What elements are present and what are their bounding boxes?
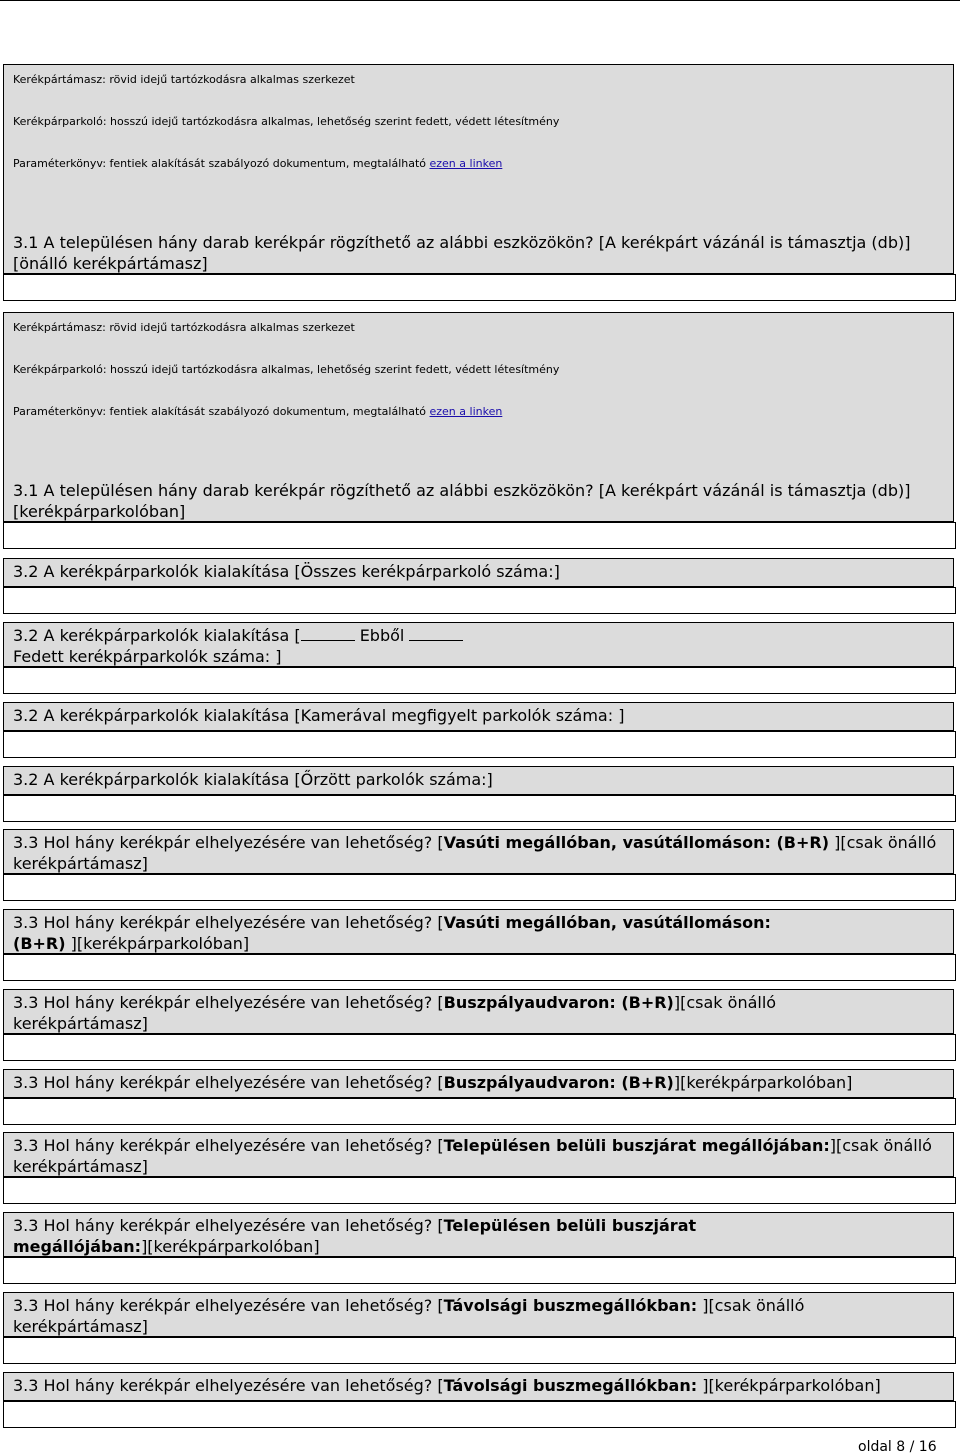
question-text: 3.2 A kerékpárparkolók kialakítása [Összes kerékpárparkoló száma:] [13,562,560,581]
question-text: 3.3 Hol hány kerékpár elhelyezésére van lehetőség? [Buszpályaudvaron: (B+R)][csak önálló kerékpártámasz] [13,993,777,1033]
question-block-3-1-tamasz [3,64,954,274]
answer-field-3-3-tavolsagi-tamasz[interactable] [3,1337,956,1364]
answer-field-3-3-vasut-tamasz[interactable] [3,874,956,901]
question-text: 3.3 Hol hány kerékpár elhelyezésére van lehetőség? [Vasúti megállóban, vasútállomáson: (B+R) ][kerékpárparkolóban] [13,913,771,953]
answer-field-3-1-tamasz[interactable] [3,274,956,301]
question-block-3-2-kamera [3,702,954,731]
question-block-3-2-orzott [3,766,954,795]
question-block-3-3-helyi-parkolo [3,1212,954,1257]
question-text: 3.1 A településen hány darab kerékpár rögzíthető az alábbi eszközökön? [A kerékpárt vázánál is támasztja (db)][kerékpárparkolóban] [13,481,911,521]
question-text: 3.2 A kerékpárparkolók kialakítása [Kamerával megfigyelt parkolók száma: ] [13,706,625,725]
question-block-3-2-fedett [3,622,954,667]
question-text: 3.3 Hol hány kerékpár elhelyezésére van lehetőség? [Távolsági buszmegállókban: ][kerékpárparkolóban] [13,1376,881,1395]
blank-line [301,626,355,641]
question-block-3-1-parkolo [3,312,954,522]
page-number: oldal 8 / 16 [858,1439,937,1455]
question-text: 3.3 Hol hány kerékpár elhelyezésére van lehetőség? [Buszpályaudvaron: (B+R)][kerékpárparkolóban] [13,1073,853,1092]
note-kerekpartamasz: Kerékpártámasz: rövid idejű tartózkodásra alkalmas szerkezet [13,321,355,334]
answer-field-3-3-vasut-parkolo[interactable] [3,954,956,981]
question-text: 3.3 Hol hány kerékpár elhelyezésére van lehetőség? [Távolsági buszmegállókban: ][csak önálló kerékpártámasz] [13,1296,805,1336]
answer-field-3-2-osszes[interactable] [3,587,956,614]
question-text: 3.2 A kerékpárparkolók kialakítása [Őrzött parkolók száma:] [13,770,493,789]
question-text: 3.3 Hol hány kerékpár elhelyezésére van lehetőség? [Vasúti megállóban, vasútállomáson: (B+R) ][csak önálló kerékpártámasz] [13,833,937,873]
note-kerekpartamasz: Kerékpártámasz: rövid idejű tartózkodásra alkalmas szerkezet [13,73,355,86]
note-parameterkonyv: Paraméterkönyv: fentiek alakítását szabályozó dokumentum, megtalálható ezen a linken [13,405,503,418]
answer-field-3-3-helyi-parkolo[interactable] [3,1257,956,1284]
question-block-3-3-busz-parkolo [3,1069,954,1098]
question-text: 3.3 Hol hány kerékpár elhelyezésére van lehetőség? [Településen belüli buszjárat megállójában:][csak önálló kerékpártámasz] [13,1136,932,1176]
question-block-3-3-busz-tamasz [3,989,954,1034]
answer-field-3-1-parkolo[interactable] [3,522,956,549]
blank-line [409,626,463,641]
note-kerekparparkolo: Kerékpárparkoló: hosszú idejű tartózkodásra alkalmas, lehetőség szerint fedett, védett létesítmény [13,115,560,128]
question-block-3-3-tavolsagi-parkolo [3,1372,954,1401]
question-block-3-3-vasut-parkolo [3,909,954,954]
answer-field-3-3-helyi-tamasz[interactable] [3,1177,956,1204]
page-top-rule [0,0,960,1]
question-text: 3.1 A településen hány darab kerékpár rögzíthető az alábbi eszközökön? [A kerékpárt vázánál is támasztja (db)][önálló kerékpártámasz] [13,233,911,273]
answer-field-3-3-busz-parkolo[interactable] [3,1098,956,1125]
note-kerekparparkolo: Kerékpárparkoló: hosszú idejű tartózkodásra alkalmas, lehetőség szerint fedett, védett létesítmény [13,363,560,376]
answer-field-3-2-orzott[interactable] [3,795,956,822]
answer-field-3-3-tavolsagi-parkolo[interactable] [3,1401,956,1428]
question-text: 3.3 Hol hány kerékpár elhelyezésére van lehetőség? [Településen belüli buszjárat megállójában:][kerékpárparkolóban] [13,1216,697,1256]
answer-field-3-2-fedett[interactable] [3,667,956,694]
question-block-3-3-helyi-tamasz [3,1132,954,1177]
question-block-3-3-tavolsagi-tamasz [3,1292,954,1337]
note-parameterkonyv: Paraméterkönyv: fentiek alakítását szabályozó dokumentum, megtalálható ezen a linken [13,157,503,170]
question-block-3-2-osszes [3,558,954,587]
question-block-3-3-vasut-tamasz [3,829,954,874]
parameterkonyv-link[interactable]: ezen a linken [429,405,503,418]
parameterkonyv-link[interactable]: ezen a linken [429,157,503,170]
question-text: 3.2 A kerékpárparkolók kialakítása [ Ebből Fedett kerékpárparkolók száma: ] [13,625,948,667]
answer-field-3-3-busz-tamasz[interactable] [3,1034,956,1061]
answer-field-3-2-kamera[interactable] [3,731,956,758]
